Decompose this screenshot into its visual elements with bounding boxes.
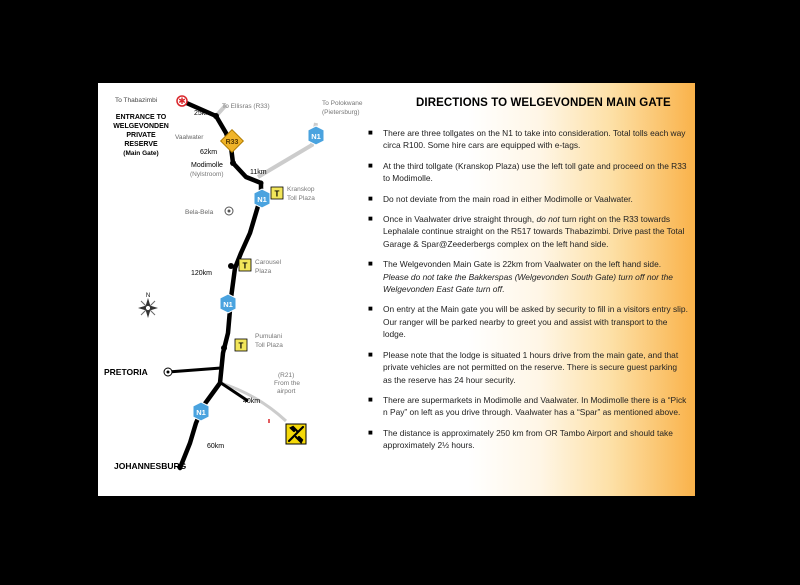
direction-item [368, 349, 688, 386]
direction-text: There are supermarkets in Modimolle and Vaalwater. In Modimolle there is a “Pick n Pay” on left as you drive through. Vaalwater has a “Spar” as mentioned above. [383, 394, 687, 418]
svg-text:N1: N1 [196, 408, 206, 417]
road-pretoria [168, 368, 221, 372]
directions-card [98, 83, 695, 496]
bullet-icon: ■ [368, 259, 373, 269]
bullet-icon: ■ [368, 160, 373, 170]
direction-text: Do not deviate from the main road in either Modimolle or Vaalwater. [383, 193, 633, 204]
svg-text:R33: R33 [225, 139, 239, 146]
n1-shield-icon [193, 402, 209, 421]
n1-shield-icon [254, 189, 270, 208]
label-pretoria: PRETORIA [104, 367, 148, 377]
direction-text: On entry at the Main gate you will be asked by security to fill in a visitors entry slip. Our ranger will be parked nearby to greet you and assist with transport to the lodge. [383, 304, 688, 340]
bullet-icon: ■ [368, 128, 373, 137]
svg-text:T: T [274, 189, 280, 199]
svg-text:N: N [145, 293, 151, 299]
bullet-icon: ■ [368, 349, 373, 359]
label-r21: (R21) [278, 372, 295, 379]
bullet-icon: ■ [368, 394, 373, 404]
main-gate-marker-icon [177, 96, 187, 107]
direction-text: Once in Vaalwater drive straight through, [383, 214, 537, 225]
bela-bela-marker-icon [225, 207, 233, 215]
n1-shield-icon [308, 126, 324, 145]
vaalwater-dot [213, 113, 219, 119]
n1-shield-icon [220, 294, 236, 313]
label-johannesburg: JOHANNESBURG [114, 461, 187, 471]
label-25km: 25km [194, 110, 212, 117]
svg-text:T: T [238, 341, 244, 351]
direction-text: The distance is approximately 250 km from OR Tambo Airport and should take approximately 2½ hours. [383, 427, 673, 451]
toll-plaza-icon [239, 259, 251, 271]
direction-item [368, 394, 688, 419]
label-entrance: ENTRANCE TO [115, 114, 167, 121]
directions-title: DIRECTIONS TO WELGEVONDEN MAIN GATE [416, 97, 671, 109]
route-map [98, 83, 398, 496]
label-airport: airport [277, 388, 296, 395]
bullet-icon: ■ [368, 304, 373, 314]
label-kranskop: Kranskop [287, 186, 315, 193]
label-modimolle: Modimolle [191, 162, 223, 169]
pumulani-dot [221, 345, 227, 351]
label-carousel: Carousel [255, 259, 282, 266]
pretoria-marker-icon [164, 368, 172, 376]
label-40km: 40km [243, 398, 261, 405]
label-entrance: PRIVATE [126, 132, 156, 139]
svg-text:N1: N1 [223, 300, 233, 309]
directions-list [368, 127, 688, 460]
direction-item [368, 160, 688, 185]
label-from-the: From the [274, 380, 301, 387]
toll-plaza-icon [271, 187, 283, 199]
label-62km: 62km [200, 149, 218, 156]
label-pietersburg: (Pietersburg) [322, 109, 360, 116]
direction-text: There are three tollgates on the N1 to take into consideration. Total tolls each way circa R100. Some hire cars are equipped with e-tags. [383, 128, 686, 151]
label-to-ellisras: To Ellisras (R33) [222, 103, 270, 110]
label-nylstroom: (Nylstroom) [190, 171, 224, 178]
bullet-icon: ■ [368, 427, 373, 437]
direction-text: The Welgevonden Main Gate is 22km from Vaalwater on the left hand side. [383, 259, 662, 270]
label-entrance: WELGEVONDEN [113, 123, 169, 130]
label-to-polokwane: To Polokwane [322, 100, 363, 107]
road-polokwane [258, 123, 316, 177]
airport-icon [286, 424, 306, 444]
toll-plaza-icon [235, 339, 247, 351]
label-11km: 11km [250, 169, 267, 176]
compass-rose-icon [138, 293, 158, 318]
label-60km: 60km [207, 443, 225, 450]
svg-text:T: T [242, 261, 248, 271]
label-pumulani: Pumulani [255, 333, 283, 340]
main-route [180, 101, 261, 468]
carousel-dot [228, 263, 234, 269]
label-bela-bela: Bela-Bela [185, 209, 214, 216]
direction-text: At the third tollgate (Kranskop Plaza) use the left toll gate and proceed on the R33 to Modimolle. [383, 160, 687, 184]
bullet-icon: ■ [368, 193, 373, 203]
direction-item [368, 303, 688, 340]
direction-item [368, 193, 688, 205]
svg-text:N1: N1 [311, 132, 321, 141]
direction-text: turn right on the R33 towards Lephalale continue straight on the R517 towards Thabazimbi. Drive past the Total Garage & Spar@Zeederbergs complex on the left hand side. [383, 214, 685, 249]
kranskop-dot [259, 181, 264, 186]
direction-text: . [502, 284, 505, 295]
label-entrance: RESERVE [124, 141, 158, 148]
svg-text:N1: N1 [257, 195, 267, 204]
direction-item [368, 213, 688, 250]
direction-emphasis: Please do not take the Bakkerspas (Welgevonden South Gate) turn off nor the Welgevonden East Gate turn off [383, 271, 673, 295]
label-vaalwater: Vaalwater [175, 134, 204, 141]
direction-text: Please note that the lodge is situated 1 hours drive from the main gate, and that private vehicles are not permitted on the reserve. There is secure guest parking as the reserve has 24 hour security. [383, 349, 679, 385]
label-entrance: (Main Gate) [123, 150, 159, 157]
label-carousel-plaza: Plaza [255, 268, 272, 275]
direction-item [368, 427, 688, 452]
direction-emphasis: do not [536, 214, 560, 225]
bullet-icon: ■ [368, 214, 373, 224]
label-pumulani-plaza: Toll Plaza [255, 342, 283, 349]
label-to-thabazimbi: To Thabazimbi [115, 97, 158, 104]
direction-item [368, 127, 688, 152]
svg-text:✱: ✱ [178, 97, 186, 107]
label-kranskop-plaza: Toll Plaza [287, 195, 315, 202]
modimolle-dot [230, 160, 236, 166]
direction-item [368, 258, 688, 295]
label-120km: 120km [191, 270, 213, 277]
